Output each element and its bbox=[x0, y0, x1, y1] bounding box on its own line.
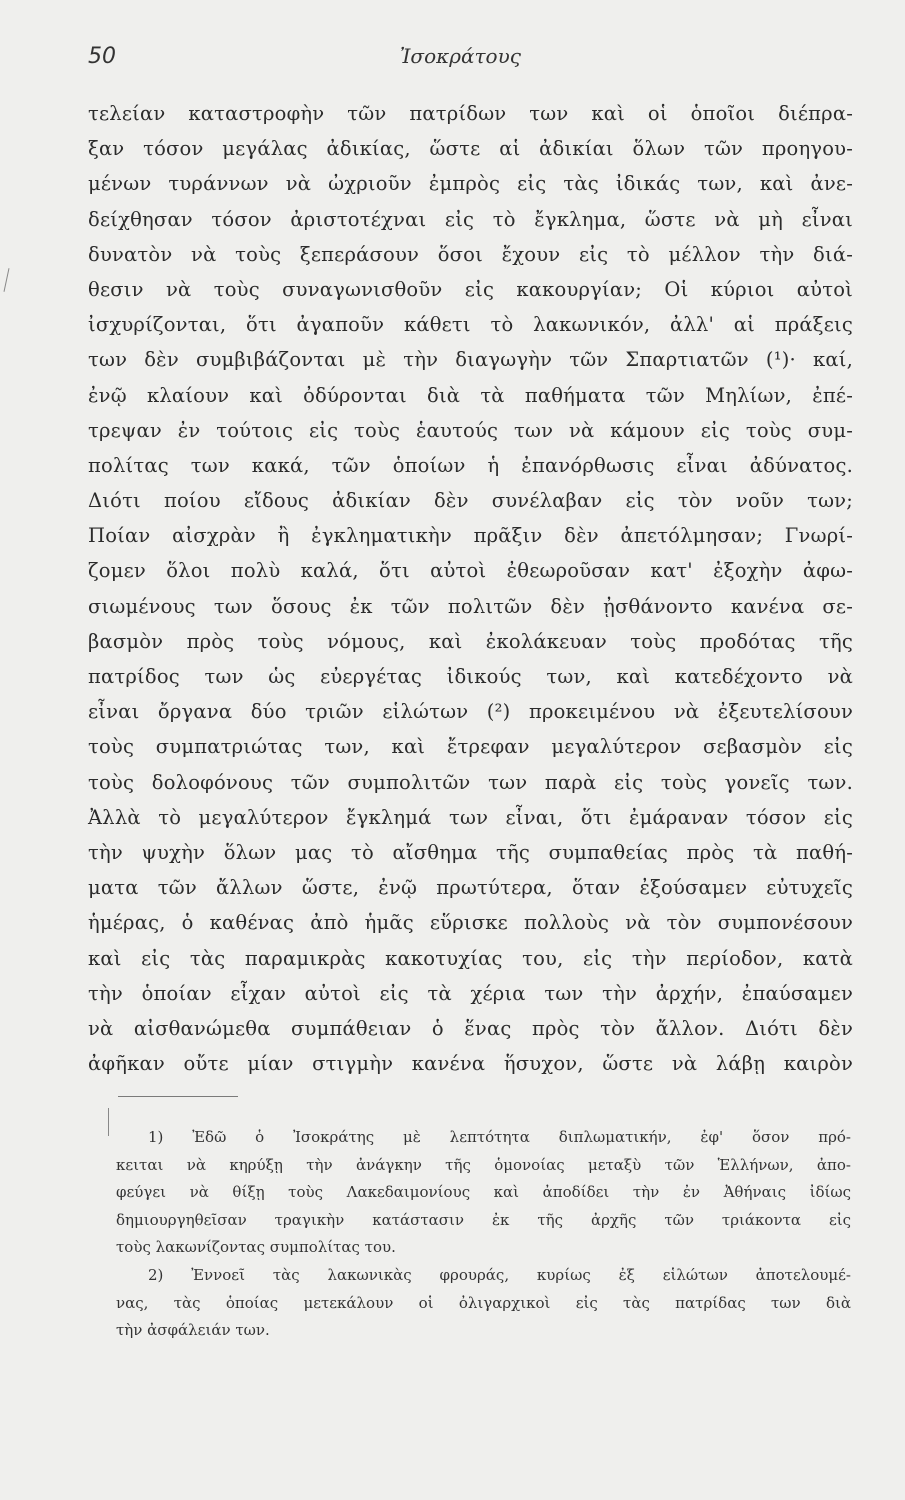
body-line: ξαν τόσον μεγάλας ἀδικίας, ὥστε αἱ ἀδικίαι ὅλων τῶν προηγου- bbox=[88, 137, 853, 161]
body-text bbox=[88, 96, 853, 1081]
body-line: τρεψαν ἐν τούτοις εἰς τοὺς ἑαυτούς των νὰ κάμουν εἰς τοὺς συμ- bbox=[88, 418, 853, 442]
body-line: ζομεν ὅλοι πολὺ καλά, ὅτι αὐτοὶ ἐθεωροῦσαν κατ' ἐξοχὴν ἀφω- bbox=[88, 559, 853, 583]
footnote-line: νας, τὰς ὁποίας μετεκάλουν οἱ ὀλιγαρχικοὶ εἰς τὰς πατρίδας των διὰ bbox=[116, 1293, 851, 1312]
body-line: Ἀλλὰ τὸ μεγαλύτερον ἔγκλημά των εἶναι, ὅτι ἐμάραναν τόσον εἰς bbox=[88, 805, 853, 829]
footnote-line: 2) Ἐννοεῖ τὰς λακωνικὰς φρουράς, κυρίως ἐξ εἱλώτων ἀποτελουμέ- bbox=[148, 1265, 851, 1284]
body-line: ἐνῷ κλαίουν καὶ ὀδύρονται διὰ τὰ παθήματα τῶν Μηλίων, ἐπέ- bbox=[88, 383, 853, 407]
footnote-1 bbox=[116, 1124, 851, 1262]
body-line: πατρίδος των ὡς εὐεργέτας ἰδικούς των, καὶ κατεδέχοντο νὰ bbox=[88, 665, 853, 688]
body-line: τὴν ψυχὴν ὅλων μας τὸ αἴσθημα τῆς συμπαθείας πρὸς τὰ παθή- bbox=[88, 840, 853, 864]
body-line: τοὺς δολοφόνους τῶν συμπολιτῶν των παρὰ εἰς τοὺς γονεῖς των. bbox=[88, 770, 853, 794]
body-line: θεσιν νὰ τοὺς συναγωνισθοῦν εἰς κακουργίαν; Οἱ κύριοι αὐτοὶ bbox=[88, 277, 853, 301]
footnote-line: τὴν ἀσφάλειάν των. bbox=[116, 1321, 270, 1340]
body-line: βασμὸν πρὸς τοὺς νόμους, καὶ ἐκολάκευαν τοὺς προδότας τῆς bbox=[88, 629, 853, 653]
footnote-separator-rule bbox=[118, 1096, 238, 1097]
running-head: Ἰσοκράτους bbox=[400, 44, 521, 68]
body-line: εἶναι ὄργανα δύο τριῶν εἱλώτων (²) προκειμένου νὰ ἐξευτελίσουν bbox=[88, 700, 853, 724]
body-line: δείχθησαν τόσον ἀριστοτέχναι εἰς τὸ ἔγκλημα, ὥστε νὰ μὴ εἶναι bbox=[88, 207, 853, 231]
body-line: σιωμένους των ὅσους ἐκ τῶν πολιτῶν δὲν ᾐσθάνοντο κανένα σε- bbox=[88, 594, 853, 618]
body-line: Διότι ποίου εἴδους ἀδικίαν δὲν συνέλαβαν εἰς τὸν νοῦν των; bbox=[88, 489, 853, 513]
body-line: τὴν ὁποίαν εἶχαν αὐτοὶ εἰς τὰ χέρια των τὴν ἀρχήν, ἐπαύσαμεν bbox=[88, 981, 853, 1005]
footnote-line: τοὺς λακωνίζοντας συμπολίτας του. bbox=[116, 1238, 396, 1257]
footnote-line: κειται νὰ κηρύξῃ τὴν ἀνάγκην τῆς ὁμονοίας μεταξὺ τῶν Ἑλλήνων, ἀπο- bbox=[116, 1155, 851, 1174]
footnote-margin-mark bbox=[108, 1108, 109, 1136]
body-line: πολίτας των κακά, τῶν ὁποίων ἡ ἐπανόρθωσις εἶναι ἀδύνατος. bbox=[88, 453, 853, 477]
body-line: ἀφῆκαν οὔτε μίαν στιγμὴν κανένα ἥσυχον, ὥστε νὰ λάβῃ καιρὸν bbox=[88, 1052, 853, 1076]
body-line: τελείαν καταστροφὴν τῶν πατρίδων των καὶ οἱ ὁποῖοι διέπρα- bbox=[88, 102, 853, 125]
page-number: 50 bbox=[88, 44, 116, 69]
body-line: ἡμέρας, ὁ καθένας ἀπὸ ἡμᾶς εὕρισκε πολλοὺς νὰ τὸν συμπονέσουν bbox=[88, 911, 853, 935]
body-line: νὰ αἰσθανώμεθα συμπάθειαν ὁ ἕνας πρὸς τὸν ἄλλον. Διότι δὲν bbox=[88, 1016, 853, 1040]
footnote-line: 1) Ἐδῶ ὁ Ἰσοκράτης μὲ λεπτότητα διπλωματικήν, ἐφ' ὅσον πρό- bbox=[148, 1128, 851, 1146]
body-line: τοὺς συμπατριώτας των, καὶ ἔτρεφαν μεγαλύτερον σεβασμὸν εἰς bbox=[88, 735, 853, 759]
body-line: καὶ εἰς τὰς παραμικρὰς κακοτυχίας του, εἰς τὴν περίοδον, κατὰ bbox=[88, 946, 853, 970]
footnotes bbox=[116, 1124, 851, 1345]
body-line: δυνατὸν νὰ τοὺς ξεπεράσουν ὅσοι ἔχουν εἰς τὸ μέλλον τὴν διά- bbox=[88, 242, 853, 266]
footnote-line: δημιουργηθεῖσαν τραγικὴν κατάστασιν ἐκ τῆς ἀρχῆς τῶν τριάκοντα εἰς bbox=[116, 1210, 851, 1229]
body-line: Ποίαν αἰσχρὰν ἢ ἐγκληματικὴν πρᾶξιν δὲν ἀπετόλμησαν; Γνωρί- bbox=[88, 524, 853, 548]
body-line: ματα τῶν ἄλλων ὥστε, ἐνῷ πρωτύτερα, ὅταν ἐξούσαμεν εὐτυχεῖς bbox=[88, 876, 853, 900]
footnote-2 bbox=[116, 1262, 851, 1345]
body-line: ἰσχυρίζονται, ὅτι ἀγαποῦν κάθετι τὸ λακωνικόν, ἀλλ' αἱ πράξεις bbox=[88, 313, 853, 337]
body-line: των δὲν συμβιβάζονται μὲ τὴν διαγωγὴν τῶν Σπαρτιατῶν (¹)· καί, bbox=[88, 348, 853, 372]
margin-pencil-mark bbox=[4, 268, 10, 292]
body-line: μένων τυράννων νὰ ὠχριοῦν ἐμπρὸς εἰς τὰς ἰδικάς των, καὶ ἀνε- bbox=[88, 172, 853, 196]
footnote-line: φεύγει νὰ θίξῃ τοὺς Λακεδαιμονίους καὶ ἀποδίδει τὴν ἐν Ἀθήναις ἰδίως bbox=[116, 1183, 851, 1202]
